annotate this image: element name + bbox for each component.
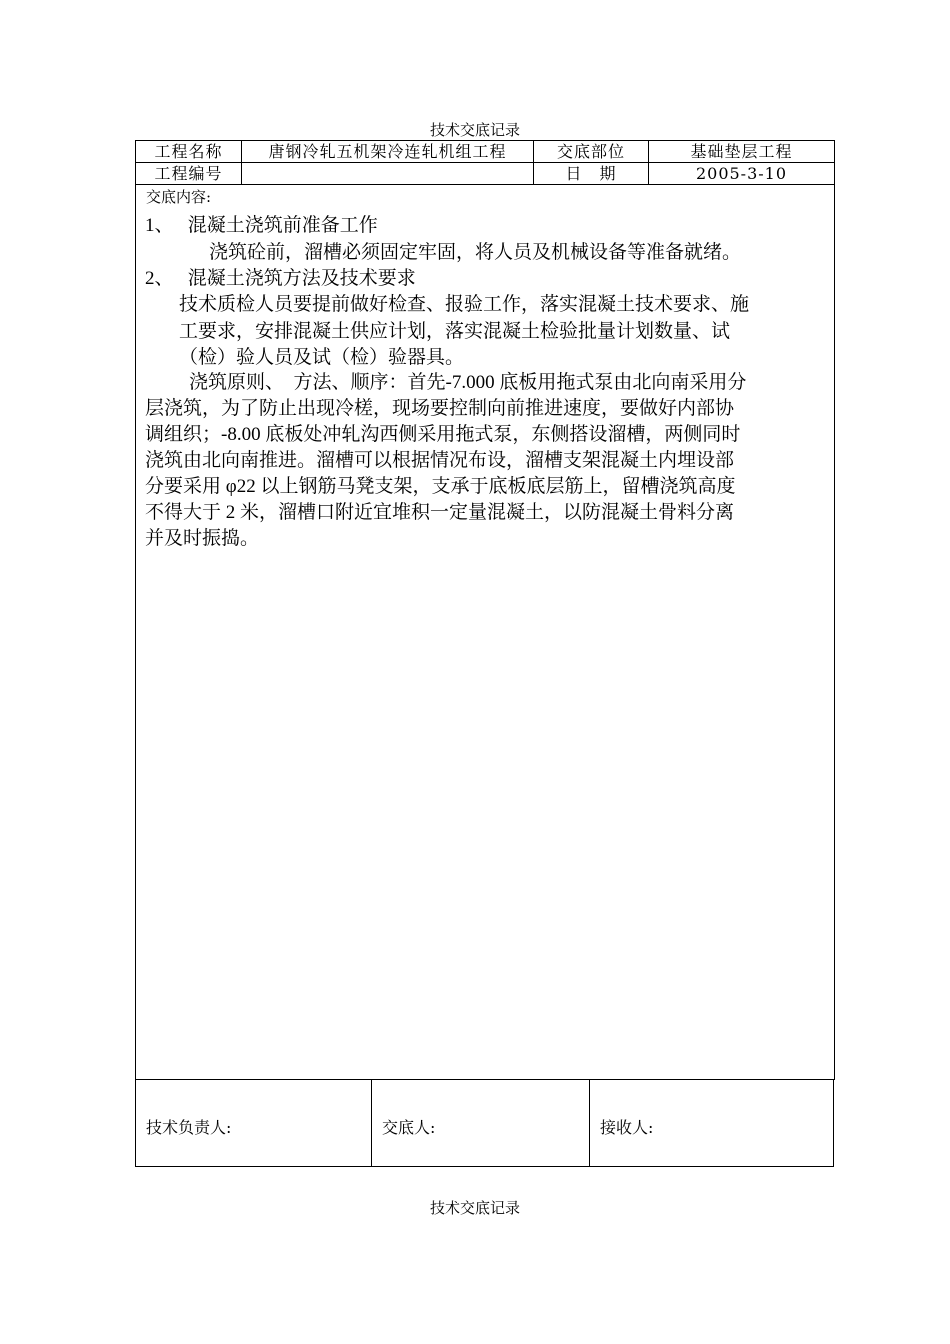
content-label: 交底内容:	[146, 188, 212, 206]
content-line: 并及时振捣。	[145, 528, 260, 549]
document-title: 技术交底记录	[429, 121, 520, 139]
header-table	[135, 140, 835, 185]
section-heading-2: 2、 混凝土浇筑方法及技术要求	[145, 268, 416, 289]
header-row-2	[136, 163, 835, 185]
project-name-label: 工程名称	[136, 141, 242, 163]
document-title-footer: 技术交底记录	[429, 1199, 520, 1217]
project-name-value: 唐钢冷轧五机架冷连轧机组工程	[242, 141, 534, 163]
tech-lead-label: 技术负责人:	[146, 1118, 232, 1137]
project-no-value	[242, 163, 534, 185]
content-line: （检）验人员及试（检）验器具。	[179, 347, 465, 368]
date-label: 日 期	[534, 163, 649, 185]
location-label: 交底部位	[534, 141, 649, 163]
tech-lead-cell	[136, 1080, 372, 1166]
content-line: 技术质检人员要提前做好检查、报验工作，落实混凝土技术要求、施	[179, 294, 750, 315]
date-value: 2005-3-10	[649, 163, 835, 185]
content-line: 浇筑由北向南推进。溜槽可以根据情况布设，溜槽支架混凝土内埋设部	[145, 450, 735, 471]
section-heading-1: 1、 混凝土浇筑前准备工作	[145, 215, 378, 236]
header-row-1	[136, 141, 835, 163]
receiver-cell	[590, 1080, 833, 1166]
discloser-cell	[372, 1080, 590, 1166]
content-line: 工要求，安排混凝土供应计划，落实混凝土检验批量计划数量、试	[179, 321, 731, 342]
content-line: 浇筑砼前，溜槽必须固定牢固，将人员及机械设备等准备就绪。	[209, 242, 742, 263]
signature-row	[135, 1079, 834, 1167]
receiver-label: 接收人:	[600, 1118, 654, 1137]
discloser-label: 交底人:	[382, 1118, 436, 1137]
disclosure-content-box	[135, 184, 835, 1080]
content-line: 不得大于 2 米，溜槽口附近宜堆积一定量混凝土，以防混凝土骨料分离	[145, 502, 735, 523]
location-value: 基础垫层工程	[649, 141, 835, 163]
content-line: 层浇筑，为了防止出现冷槎，现场要控制向前推进速度，要做好内部协	[145, 398, 735, 419]
content-line: 浇筑原则、 方法、顺序：首先-7.000 底板用拖式泵由北向南采用分	[189, 372, 747, 393]
content-line: 分要采用 φ22 以上钢筋马凳支架，支承于底板底层筋上，留槽浇筑高度	[145, 476, 736, 497]
project-no-label: 工程编号	[136, 163, 242, 185]
content-line: 调组织；-8.00 底板处冲轧沟西侧采用拖式泵，东侧搭设溜槽，两侧同时	[145, 424, 741, 445]
